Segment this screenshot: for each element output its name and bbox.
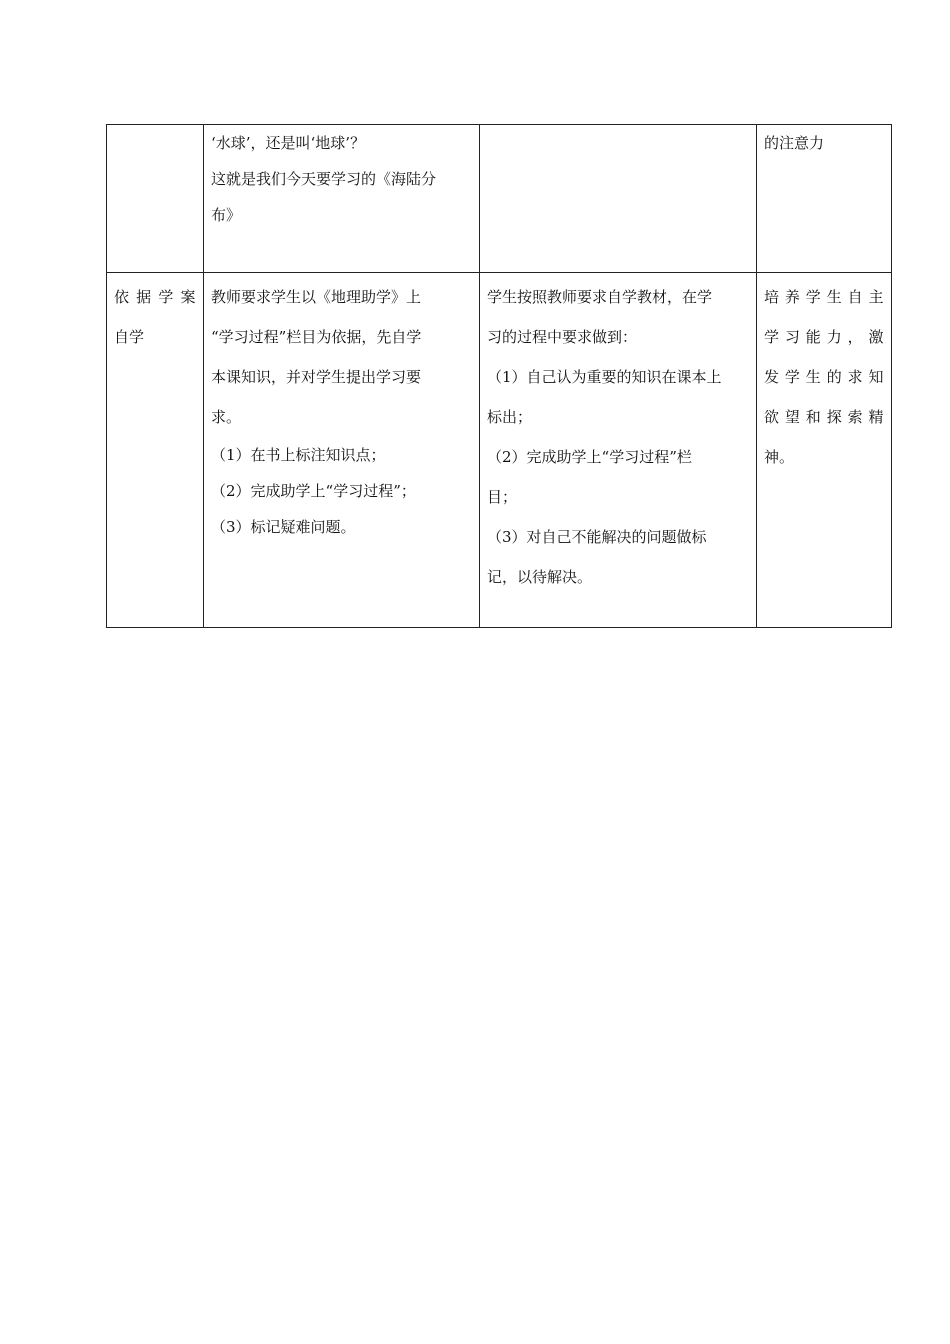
text-line: 布》	[211, 206, 242, 224]
text-line: 目；	[487, 488, 518, 506]
text-line: ‘水球’，还是叫‘地球’？	[211, 134, 366, 152]
cell-row2-col4	[757, 273, 892, 628]
text-line: （1）在书上标注知识点；	[211, 446, 386, 464]
cell-row1-col1	[107, 125, 204, 273]
cell-row2-col1	[107, 273, 204, 628]
cell-row1-col3	[480, 125, 757, 273]
text-line: 求。	[211, 408, 242, 426]
text-line: （1）自己认为重要的知识在课本上	[487, 368, 722, 386]
text-line: （3）对自己不能解决的问题做标	[487, 528, 707, 546]
text-line: 教师要求学生以《地理助学》上	[211, 288, 422, 306]
text-line: 依据学案	[114, 288, 196, 306]
text-line: 自学	[114, 328, 145, 346]
cell-row1-col4	[757, 125, 892, 273]
text-line: （2）完成助学上“学习过程”栏	[487, 448, 692, 466]
text-line: （3）标记疑难问题。	[211, 518, 356, 536]
cell-row2-col3	[480, 273, 757, 628]
text-line: 发学生的求知	[764, 368, 884, 386]
table-row	[107, 125, 892, 273]
text-line: 学习能力，激	[764, 328, 884, 346]
text-line: 的注意力	[764, 134, 825, 152]
text-line: 神。	[764, 448, 795, 466]
text-line: 培养学生自主	[764, 288, 884, 306]
text-line: “学习过程”栏目为依据，先自学	[211, 328, 422, 346]
cell-row1-col2	[204, 125, 480, 273]
text-line: 这就是我们今天要学习的《海陆分	[211, 170, 437, 188]
text-line: 习的过程中要求做到：	[487, 328, 638, 346]
text-line: 记，以待解决。	[487, 568, 593, 586]
lesson-plan-table	[106, 124, 892, 628]
text-line: 学生按照教师要求自学教材，在学	[487, 288, 713, 306]
text-line: 标出；	[487, 408, 533, 426]
text-line: 欲望和探索精	[764, 408, 884, 426]
text-line: 本课知识，并对学生提出学习要	[211, 368, 422, 386]
cell-row2-col2	[204, 273, 480, 628]
table-row	[107, 273, 892, 628]
text-line: （2）完成助学上“学习过程”；	[211, 482, 416, 500]
